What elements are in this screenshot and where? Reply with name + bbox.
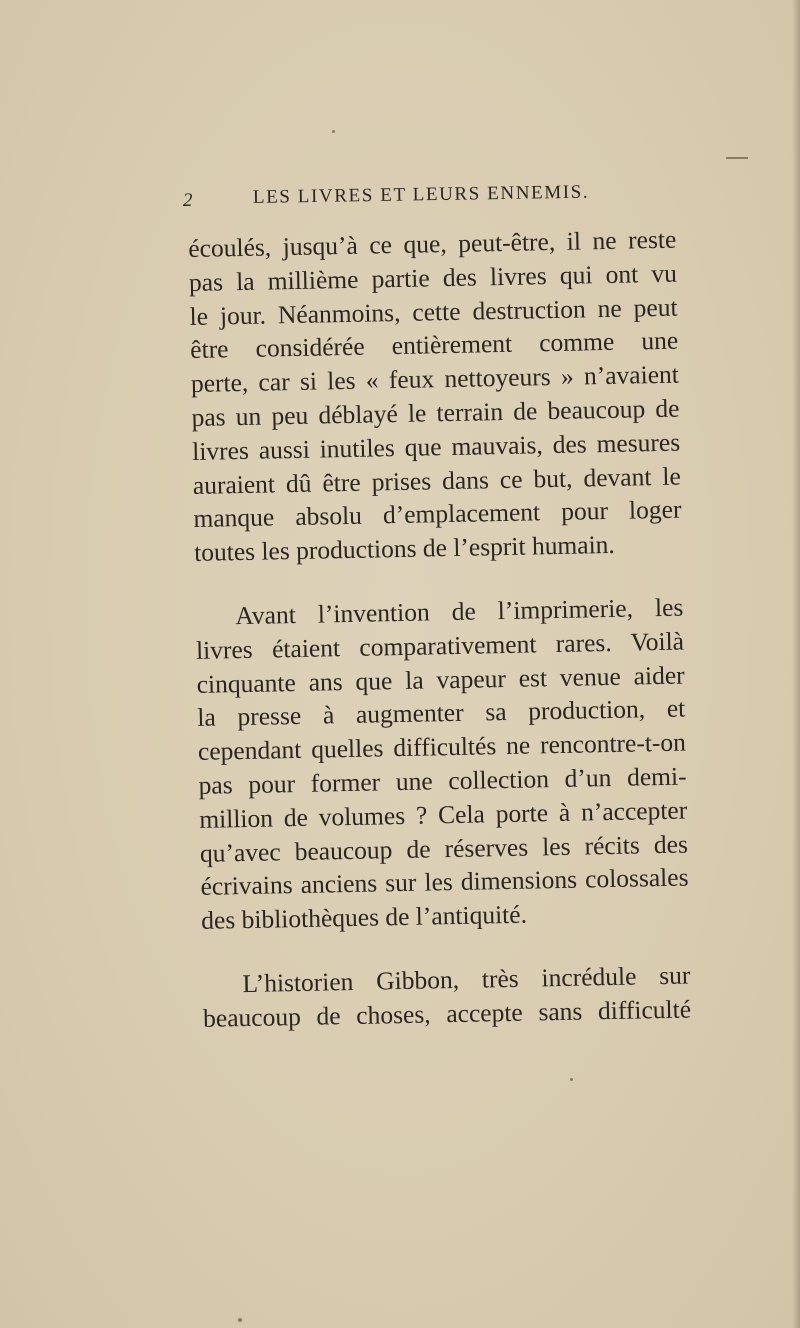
text-line: écoulés, jusqu’à ce que, peut-être, il ne reste	[188, 224, 677, 263]
text-line: cinquante ans que la vapeur est venue aider	[196, 660, 685, 699]
text-line: beaucoup de choses, accepte sans difficulté	[202, 994, 692, 1033]
page-edge-shadow	[792, 0, 800, 1328]
paper-speck	[238, 1318, 242, 1322]
text-line: pas pour former une collection d’un demi-	[198, 761, 687, 800]
paper-speck	[332, 130, 335, 133]
text-line: des bibliothèques de l’antiquité.	[200, 899, 528, 936]
paper-speck	[570, 1078, 573, 1081]
text-line: la presse à augmenter sa production, et	[197, 693, 686, 733]
text-line: qu’avec beaucoup de réserves les récits des	[199, 829, 689, 868]
text-line: million de volumes ? Cela porte à n’accepter	[198, 795, 688, 834]
text-line: Avant l’invention de l’imprimerie, les	[235, 592, 684, 631]
text-line: écrivains anciens sur les dimensions colossales	[200, 862, 689, 902]
text-line: auraient dû être prises dans ce but, devant le	[192, 461, 682, 500]
text-line: pas un peu déblayé le terrain de beaucoup de	[191, 393, 680, 432]
text-line: toutes les productions de l’esprit humain.	[193, 530, 616, 568]
running-title: LES LIVRES ET LEURS ENNEMIS.	[252, 181, 590, 208]
text-line: manque absolu d’emplacement pour loger	[193, 494, 682, 534]
text-line: le jour. Néanmoins, cette destruction ne peut	[189, 292, 678, 331]
text-line: L’historien Gibbon, très incrédule sur	[242, 960, 691, 999]
text-line: livres aussi inutiles que mauvais, des mesures	[191, 427, 681, 466]
page-number: 2	[182, 189, 193, 211]
text-line: livres étaient comparativement rares. Voilà	[195, 626, 685, 665]
body-text	[188, 223, 691, 1036]
margin-mark	[726, 157, 748, 159]
text-line: pas la millième partie des livres qui ont vu	[188, 258, 678, 297]
text-line: être considérée entièrement comme une	[189, 326, 679, 365]
text-line: perte, car si les « feux nettoyeurs » n’avaient	[190, 359, 680, 399]
page-header	[183, 181, 643, 218]
text-line: cependant quelles difficultés ne rencontre-t-on	[197, 727, 687, 767]
